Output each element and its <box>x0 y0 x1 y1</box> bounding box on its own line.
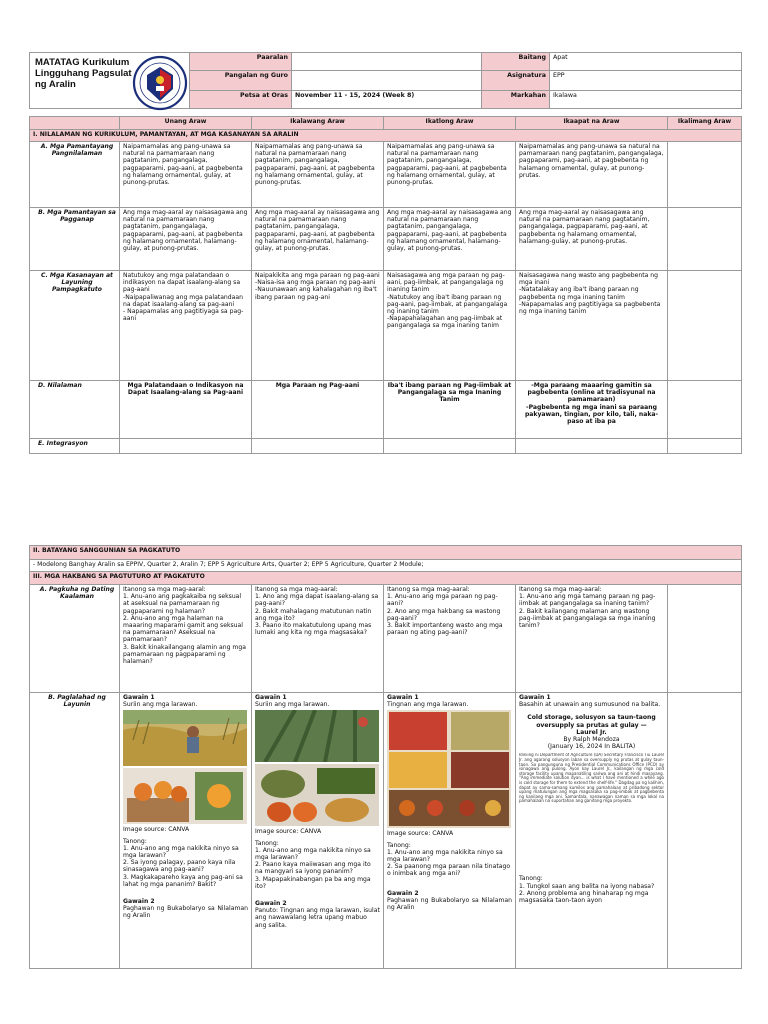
cell-3b-2 <box>252 693 384 969</box>
row-label-c: C. Mga Kasanayan at Layuning Pampagkatuto <box>30 271 120 381</box>
section1-heading: I. NILALAMAN NG KURIKULUM, PAMANTAYAN, AT MGA KASANAYAN SA ARALIN <box>30 130 742 142</box>
stored-produce-photo <box>387 710 511 828</box>
tanong-1: Tanong: <box>123 837 147 845</box>
title-line-1: MATATAG Kurikulum <box>35 57 130 68</box>
cell-3a-2: Itanong sa mga mag-aaral: 1. Ano ang mga dapat isaalang-alang sa pag-aani? 2. Bakit mahalagang matutunan natin ang mga ito? 3. Paano ito makatutulong upang mas lumaki ang kita ng mga magsasaka? <box>252 585 384 693</box>
news-body: Idiniing ni Department of Agriculture (DA) Secretary Francisco Tiu Laurel Jr. ang agarang solusyon laban sa oversupply ng prutas at gulay taun-taon. Sa pangunguna ng Presidential Communications Office (PCO) ay isinagawa ang pulong. Ayon kay Laurel Jr., kailangan ng mga cold storage facility upang mapanatiling sariwa ang ani at hindi masayang. "Ang immediate solution dyan... is what I have mentioned a while ago is cold storage for them to extend the shelf-life." Dagdag pa ng kalihim, dapat ay sama-samang kumilos ang pamahalaan at pribadong sektor upang matulungan ang mga magsasaka sa pag-iimbak at pagbebenta ng kanilang mga ani. Samantala, nanawagan naman sa mga lokal na pamahalaan na suportahan ang ganitong mga proyekto. <box>519 753 664 804</box>
cell-c-1: Natutukoy ang mga palatandaan o indikasyon na dapat isaalang-alang sa pag-aani -Naipapaliwanag ang mga palatandaan na dapat isaalang-alang sa pag-aani - Napapamalas ang pagtitiyaga sa pag-aani <box>120 271 252 381</box>
cell-3a-1: Itanong sa mga mag-aaral: 1. Anu-ano ang pagkakaiba ng seksual at aseksual na pamamaraan ng pagpaparami ng halaman? 2. Anu-ano ang mga halaman na maaaring maparami gamit ang seksual na pamamaraan? Aseksual na pamamaraan? 3. Bakit kinakailangang alamin ang mga pamamaraan ng pagpaparami ng halaman? <box>120 585 252 693</box>
news-byline: By Ralph Mendoza <box>563 736 620 744</box>
gawain2-text-3: Paghawan ng Bukabolaryo sa Nilalaman ng Aralin <box>387 896 512 912</box>
cell-b-4: Ang mga mag-aaral ay naisasagawa ang natural na pamamaraan nang pagtatanim, pangangalaga, pagpaparami, pag-aani, at pagbebenta ng halamang ornamental, halamang-gulay, at punong-prutas. <box>516 208 668 271</box>
title-line-3: ng Aralin <box>35 79 76 90</box>
paaralan-label: Paaralan <box>190 53 292 71</box>
news-title: Cold storage, solusyon sa taun-taong oversupply sa prutas at gulay —Laurel Jr. <box>527 714 656 736</box>
paaralan-value <box>292 53 482 71</box>
cell-b-3: Ang mga mag-aaral ay naisasagawa ang natural na pamamaraan nang pagtatanim, pangangalaga, pagpaparami, pag-aani, at pagbebenta ng halamang ornamental, halamang-gulay, at punong-prutas. <box>384 208 516 271</box>
gawain2-text-1: Paghawan ng Bukabolaryo sa Nilalaman ng Aralin <box>123 905 248 920</box>
petsa-value: November 11 - 15, 2024 (Week 8) <box>292 91 482 109</box>
section2-heading: II. BATAYANG SANGGUNIAN SA PAGKATUTO <box>30 546 742 560</box>
cell-d-1: Mga Palatandaan o Indikasyon na Dapat Isaalang-alang sa Pag-aani <box>120 381 252 439</box>
row-label-d: D. Nilalaman <box>30 381 120 439</box>
cell-e-1 <box>120 439 252 454</box>
baitang-value: Apat <box>550 53 742 71</box>
gawain2-title-3: Gawain 2 <box>387 889 419 897</box>
cell-b-1: Ang mga mag-aaral ay naisasagawa ang natural na pamamaraan nang pagtatanim, pangangalaga, pagpaparami, pag-aani, at pagbebenta ng halamang ornamental, halamang-gulay, at punong-prutas. <box>120 208 252 271</box>
section2-3-table <box>29 545 742 969</box>
cell-e-2 <box>252 439 384 454</box>
cell-3b-4 <box>516 693 668 969</box>
row-pamantayan-pagganap <box>30 208 742 271</box>
row-label-3b: B. Paglalahad ng Layunin <box>30 693 120 969</box>
cell-3b-3 <box>384 693 516 969</box>
row-dating-kaalaman <box>30 585 742 693</box>
gawain2-title-2: Gawain 2 <box>255 900 287 908</box>
cell-a-5 <box>668 142 742 208</box>
deped-seal-logo <box>131 55 189 111</box>
farm-rows-photo <box>255 710 379 762</box>
row-paglalahad <box>30 693 742 969</box>
row-label-e: E. Integrasyon <box>30 439 120 454</box>
cell-3a-4: Itanong sa mga mag-aaral: 1. Anu-ano ang mga tamang paraan ng pag-iimbak at pangangalaga sa inaning tanim? 2. Bakit kailangang malaman ang wastong pag-iimbak at pangangalaga sa mga inaning tanim? <box>516 585 668 693</box>
tanong-3: Tanong: <box>387 841 411 849</box>
cell-a-1: Naipamamalas ang pang-unawa sa natural na pamamaraan nang pagtatanim, pangangalaga, pagpaparami, pag-aani, at pagbebenta ng halamang ornamental, gulay, at punong-prutas. <box>120 142 252 208</box>
questions-4: 1. Tungkol saan ang balita na iyong nabasa? 2. Anong problema ang hinaharap ng mga magsasaka taon-taon ayon <box>519 882 655 905</box>
asignatura-label: Asignatura <box>482 71 550 91</box>
cell-a-2: Naipamamalas ang pang-unawa sa natural na pamamaraan nang pagtatanim, pangangalaga, pagpaparami, pag-aani, at pagbebenta ng halamang ornamental, gulay, at punong-prutas. <box>252 142 384 208</box>
markahan-value: Ikalawa <box>550 91 742 109</box>
baitang-label: Baitang <box>482 53 550 71</box>
gawain2-text-2: Panuto: Tingnan ang mga larawan, isulat ang nawawalang letra upang mabuo ang salita. <box>255 907 380 929</box>
row-nilalaman <box>30 381 742 439</box>
day-header-2: Ikalawang Araw <box>252 117 384 130</box>
markahan-label: Markahan <box>482 91 550 109</box>
questions-3: 1. Anu-ano ang mga nakikita ninyo sa mga larawan? 2. Sa paanong mga paraan nila tinatago o inimbak ang mga ani? <box>387 848 511 878</box>
row-label-3a: A. Pagkuha ng Dating Kaalaman <box>30 585 120 693</box>
questions-2: 1. Anu-ano ang mga nakikita ninyo sa mga larawan? 2. Paano kaya maiiwasan ang mga ito na mangyari sa iyong pananim? 3. Mapapakinabangan pa ba ang mga ito? <box>255 846 371 890</box>
gawain1-title: Gawain 1 <box>123 694 155 701</box>
gawain1-instruction: Suriin ang mga larawan. <box>123 701 198 709</box>
guro-value <box>292 71 482 91</box>
row-pamantayang-pangnilalaman <box>30 142 742 208</box>
section1-table <box>29 116 742 454</box>
cell-c-4: Naisasagawa nang wasto ang pagbebenta ng mga inani -Natatalakay ang iba't ibang paraan ng pagbebenta ng mga inaning tanim -Napapamalas ang pagtitiyaga sa pagbebenta ng mga inaning tanim <box>516 271 668 381</box>
cell-e-4 <box>516 439 668 454</box>
cell-d-2: Mga Paraan ng Pag-aani <box>252 381 384 439</box>
spoiled-produce-photo <box>255 764 379 826</box>
questions-1: 1. Anu-ano ang mga nakikita ninyo sa mga larawan? 2. Sa iyong palagay, paano kaya nila sinasagawa ang pag-aani? 3. Magkakapareho kaya ang pag-ani sa lahat ng mga pananim? Bakit? <box>123 844 243 888</box>
cell-c-3: Naisasagawa ang mga paraan ng pag-aani, pag-iimbak, at pangangalaga ng inaning tanim -Natutukoy ang iba't ibang paraan ng pag-aani, pag-iimbak, at pangangalaga ng inaning tanim -Napapahalagahan ang pag-iimbak at pangangalaga sa mga inaning tanim <box>384 271 516 381</box>
section2-text: - Modelong Banghay Aralin sa EPPIV, Quarter 2, Aralin 7; EPP 5 Agriculture Arts, Quarter 2; EPP 5 Agriculture, Quarter 2 Module; <box>30 560 742 572</box>
tanong-4: Tanong: <box>519 875 543 883</box>
cell-c-5 <box>668 271 742 381</box>
cell-d-3: Iba't ibang paraan ng Pag-iimbak at Pangangalaga sa mga Inaning Tanim <box>384 381 516 439</box>
news-date: (January 16, 2024 In BALITA) <box>547 743 636 751</box>
row-label-a: A. Mga Pamantayang Pangnilalaman <box>30 142 120 208</box>
fruit-crate-photo <box>123 768 247 824</box>
tanong-2: Tanong: <box>255 839 279 847</box>
cell-c-2: Naipakikita ang mga paraan ng pag-aani -Naisa-isa ang mga paraan ng pag-aani -Nauunawaan ang kahalagahan ng iba't ibang paraan ng pag-ani <box>252 271 384 381</box>
cell-a-3: Naipamamalas ang pang-unawa sa natural na pamamaraan nang pagtatanim, pangangalaga, pagpaparami, pag-aani, at pagbebenta ng halamang ornamental, gulay, at punong-prutas. <box>384 142 516 208</box>
gawain1-instruction-2: Suriin ang mga larawan. <box>255 701 330 709</box>
row-kasanayan <box>30 271 742 381</box>
cell-b-5 <box>668 208 742 271</box>
cell-e-5 <box>668 439 742 454</box>
cell-3a-5 <box>668 585 742 693</box>
day-header-1: Unang Araw <box>120 117 252 130</box>
row-integrasyon <box>30 439 742 454</box>
cell-d-5 <box>668 381 742 439</box>
gawain1-instruction-3: Tingnan ang mga larawan. <box>387 701 469 709</box>
cell-b-2: Ang mga mag-aaral ay naisasagawa ang natural na pamamaraan nang pagtatanim, pangangalaga, pagpaparami, pag-aani, at pagbebenta ng halamang ornamental, halamang-gulay, at punong-prutas. <box>252 208 384 271</box>
petsa-label: Petsa at Oras <box>190 91 292 109</box>
day-header-blank <box>30 117 120 130</box>
image-source-2: Image source: CANVA <box>255 828 322 836</box>
guro-label: Pangalan ng Guro <box>190 71 292 91</box>
day-header-5: Ikalimang Araw <box>668 117 742 130</box>
gawain2-title-1: Gawain 2 <box>123 898 155 906</box>
gawain1-title-4: Gawain 1 <box>519 694 551 701</box>
image-source-3: Image source: CANVA <box>387 830 454 838</box>
cell-3a-3: Itanong sa mga mag-aaral: 1. Anu-ano ang mga paraan ng pag-aani? 2. Ano ang mga hakbang sa wastong pag-aani? 3. Bakit importanteng wasto ang mga paraan ng ating pag-aani? <box>384 585 516 693</box>
row-label-b: B. Mga Pamantayan sa Pagganap <box>30 208 120 271</box>
cell-d-4: -Mga paraang maaaring gamitin sa pagbebenta (online at tradisyunal na pamamaraan) -Pagbebenta ng mga inani sa paraang pakyawan, tingian, por kilo, tali, naka-paso at iba pa <box>516 381 668 439</box>
image-source-1: Image source: CANVA <box>123 826 190 834</box>
day-header-4: Ikaapat na Araw <box>516 117 668 130</box>
gawain1-instruction-4: Basahin at unawain ang sumusunod na balita. <box>519 701 661 709</box>
day-header-3: Ikatlong Araw <box>384 117 516 130</box>
cell-3b-5 <box>668 693 742 969</box>
cell-e-3 <box>384 439 516 454</box>
gawain1-title-2: Gawain 1 <box>255 694 287 701</box>
cell-a-4: Naipamamalas ang pang-unawa sa natural na pamamaraan nang pagtatanim, pangangalaga, pagpaparami, pag-aani, at pagbebenta ng halamang ornamental, gulay, at punong-prutas. <box>516 142 668 208</box>
cell-3b-1 <box>120 693 252 969</box>
gawain1-title-3: Gawain 1 <box>387 694 419 701</box>
section3-heading: III. MGA HAKBANG SA PAGTUTURO AT PAGKATUTO <box>30 572 742 585</box>
rice-harvest-photo <box>123 710 247 766</box>
asignatura-value: EPP <box>550 71 742 91</box>
title-line-2: Lingguhang Pagsulat <box>35 68 132 79</box>
